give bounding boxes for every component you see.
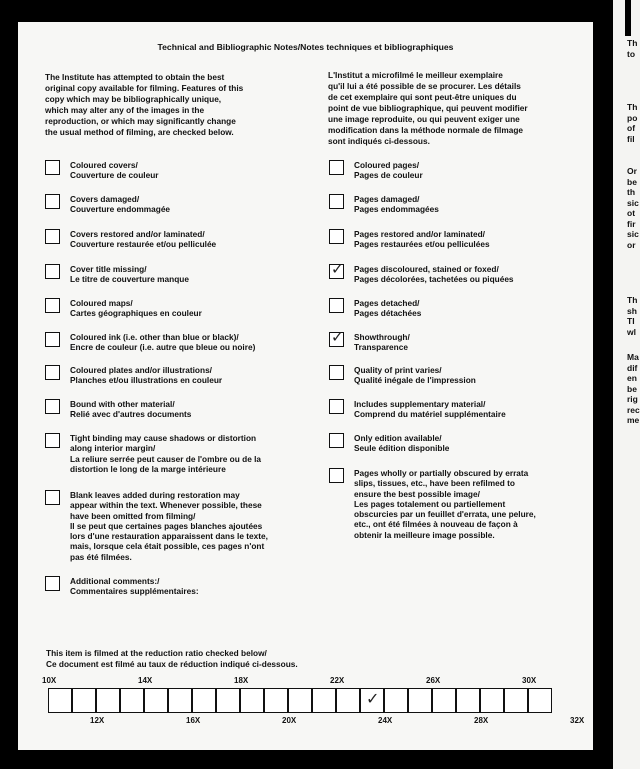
intro-en-line: which may alter any of the images in the <box>45 105 205 115</box>
intro-fr-line: de cet exemplaire qui sont peut-être uniques du <box>328 92 517 102</box>
checklist-label-line: Covers restored and/or laminated/ <box>70 229 205 239</box>
side-fragment-line: Ma <box>627 352 639 362</box>
side-fragment-line: po <box>627 112 638 123</box>
checklist-label-line: Cover title missing/ <box>70 264 147 274</box>
ratio-cell[interactable] <box>240 688 264 713</box>
checklist-label-line: Pages damaged/ <box>354 194 420 204</box>
side-fragment-line: TI <box>627 316 635 326</box>
ratio-cell[interactable] <box>360 688 384 713</box>
side-fragment <box>627 38 640 59</box>
ratio-label: 20X <box>282 716 297 725</box>
ratio-cell[interactable] <box>168 688 192 713</box>
intro-english <box>45 72 243 138</box>
ratio-cell[interactable] <box>144 688 168 713</box>
side-fragment-line: sh <box>627 305 637 316</box>
checklist-label-line: along interior margin/ <box>70 443 156 454</box>
checklist-label-line: Relié avec d'autres documents <box>70 409 192 420</box>
side-fragment-line: me <box>627 415 640 425</box>
intro-fr-line: point de vue bibliographique, qui peuvent modifier <box>328 103 528 113</box>
side-fragment <box>627 295 640 337</box>
adjacent-page-fragment <box>613 0 640 769</box>
checklist-label <box>354 194 439 215</box>
intro-fr-line: sont indiqués ci-dessous. <box>328 136 430 146</box>
checkbox[interactable] <box>45 160 60 175</box>
checkbox[interactable] <box>329 399 344 414</box>
checklist-label-line: lors d'une restauration apparaissent dans le texte, <box>70 531 268 542</box>
side-fragment-line: rig <box>627 394 638 404</box>
checklist-label <box>354 468 536 540</box>
checkbox[interactable] <box>329 329 344 347</box>
ratio-cell[interactable] <box>96 688 120 713</box>
ratio-label: 28X <box>474 716 489 725</box>
intro-fr-line: qu'il lui a été possible de se procurer. Les détails <box>328 81 521 91</box>
intro-fr-line: une image reproduite, ou qui peuvent exiger une <box>328 114 520 124</box>
checklist-label <box>70 399 191 420</box>
intro-en-line: original copy available for filming. Features of this <box>45 83 244 93</box>
side-fragment-line: fil <box>627 133 635 144</box>
checklist-label-line: Additional comments:/ <box>70 576 160 586</box>
checklist-label-line: pas été filmées. <box>70 551 132 562</box>
side-fragment-line: to <box>627 48 636 59</box>
checklist-label-line: Coloured covers/ <box>70 160 138 170</box>
checkbox[interactable] <box>45 298 60 313</box>
checklist-label <box>354 433 449 454</box>
checklist-label-line: Encre de couleur (i.e. autre que bleue ou noire) <box>70 342 256 353</box>
checkbox[interactable] <box>45 399 60 414</box>
checklist-label-line: appear within the text. Whenever possible, these <box>70 500 262 511</box>
checklist-label-line: Coloured ink (i.e. other than blue or black)/ <box>70 332 239 342</box>
side-fragment-line: dif <box>627 362 638 373</box>
document-page <box>18 22 593 750</box>
checklist-label <box>70 365 222 386</box>
ratio-cell[interactable] <box>384 688 408 713</box>
checkbox[interactable] <box>45 576 60 591</box>
side-fragment <box>627 166 640 250</box>
side-fragment-line: Th <box>627 102 638 112</box>
side-fragment-line: th <box>627 187 636 197</box>
checkbox[interactable] <box>329 468 344 483</box>
checklist-label-line: Pages endommagées <box>354 204 439 215</box>
check-mark-icon: ✓ <box>331 261 344 278</box>
intro-en-line: The Institute has attempted to obtain the best <box>45 72 225 82</box>
side-fragment-line: Th <box>627 295 638 305</box>
ratio-cell[interactable] <box>504 688 528 713</box>
ratio-label: 32X <box>570 716 585 725</box>
filmed-line: Ce document est filmé au taux de réduction indiqué ci-dessous. <box>46 658 298 669</box>
ratio-cell[interactable] <box>480 688 504 713</box>
side-fragment-line: rec <box>627 404 640 415</box>
checkbox[interactable] <box>45 332 60 347</box>
checklist-label-line: etc., ont été filmées à nouveau de façon à <box>354 519 518 530</box>
side-fragment-line: fir <box>627 218 636 229</box>
checkbox[interactable] <box>329 365 344 380</box>
checklist-label-line: Covers damaged/ <box>70 194 140 204</box>
checklist-label-line: Transparence <box>354 342 408 353</box>
checklist-label-line: Commentaires supplémentaires: <box>70 586 199 597</box>
ratio-label: 24X <box>378 716 393 725</box>
checklist-label <box>354 160 423 181</box>
checklist-label <box>70 298 202 319</box>
ratio-label: 26X <box>426 676 441 685</box>
checklist-label-line: mais, lorsque cela était possible, ces pages n'ont <box>70 541 265 552</box>
ratio-cell[interactable] <box>192 688 216 713</box>
side-fragment-line: of <box>627 123 636 133</box>
reduction-ratio-scale <box>48 688 552 713</box>
side-fragment-line: ot <box>627 208 636 218</box>
checklist-label-line: Cartes géographiques en couleur <box>70 308 202 319</box>
checklist-label-line: Pages detached/ <box>354 298 420 308</box>
checklist-label-line: Pages restored and/or laminated/ <box>354 229 485 239</box>
checklist-label-line: slips, tissues, etc., have been refilmed to <box>354 478 515 489</box>
checklist-label-line: Quality of print varies/ <box>354 365 442 375</box>
checklist-label <box>70 576 199 597</box>
checkbox[interactable] <box>329 229 344 244</box>
checklist-label-line: Only edition available/ <box>354 433 442 443</box>
ratio-cell[interactable] <box>312 688 336 713</box>
ratio-cell[interactable] <box>216 688 240 713</box>
checklist-label-line: Pages décolorées, tachetées ou piquées <box>354 274 514 285</box>
ratio-cell[interactable] <box>456 688 480 713</box>
ratio-cell[interactable] <box>432 688 456 713</box>
checklist-label-line: Planches et/ou illustrations en couleur <box>70 375 223 386</box>
side-fragment-line: sic <box>627 229 639 239</box>
side-fragment-line: wl <box>627 326 636 337</box>
side-fragment <box>627 102 640 144</box>
ratio-cell[interactable] <box>48 688 72 713</box>
ratio-label: 16X <box>186 716 201 725</box>
ratio-label: 30X <box>522 676 537 685</box>
ratio-cell[interactable] <box>72 688 96 713</box>
checkbox[interactable] <box>45 490 60 505</box>
intro-en-line: reproduction, or which may significantly change <box>45 116 236 126</box>
checkbox[interactable] <box>329 160 344 175</box>
checklist-label-line: Pages discoloured, stained or foxed/ <box>354 264 499 274</box>
page-title: Technical and Bibliographic Notes/Notes techniques et bibliographiques <box>157 42 454 52</box>
checkbox[interactable] <box>45 433 60 448</box>
intro-french <box>328 70 528 147</box>
checklist-label-line: Les pages totalement ou partiellement <box>354 498 506 509</box>
checklist-label-line: Comprend du matériel supplémentaire <box>354 409 506 420</box>
ratio-cell[interactable] <box>288 688 312 713</box>
checklist-label-line: Coloured pages/ <box>354 160 420 170</box>
checklist-label-line: obtenir la meilleure image possible. <box>354 529 495 540</box>
ratio-cell[interactable] <box>408 688 432 713</box>
checklist-label-line: Coloured plates and/or illustrations/ <box>70 365 212 375</box>
side-fragment-line: sic <box>627 197 639 208</box>
checklist-label-line: ensure the best possible image/ <box>354 488 480 499</box>
checklist-label-line: obscurcies par un feuillet d'errata, une pelure, <box>354 509 536 520</box>
checklist-label-line: Bound with other material/ <box>70 399 175 409</box>
intro-fr-line: L'Institut a microfilmé le meilleur exemplaire <box>328 70 503 80</box>
check-mark-icon: ✓ <box>366 691 380 708</box>
ratio-label: 22X <box>330 676 345 685</box>
margin-bar <box>625 0 631 36</box>
checklist-label-line: Le titre de couverture manque <box>70 274 189 285</box>
checklist-label-line: have been omitted from filming/ <box>70 510 196 521</box>
checkbox[interactable] <box>45 229 60 244</box>
intro-en-line: copy which may be bibliographically unique, <box>45 94 222 104</box>
checklist-label <box>354 298 421 319</box>
checkbox[interactable] <box>329 433 344 448</box>
checklist-label <box>70 229 216 250</box>
checklist-label <box>354 399 506 420</box>
ratio-cell[interactable] <box>120 688 144 713</box>
reduction-ratio-note <box>46 648 298 669</box>
ratio-cell[interactable] <box>264 688 288 713</box>
intro-en-line: the usual method of filming, are checked below. <box>45 127 234 137</box>
ratio-label: 18X <box>234 676 249 685</box>
checklist-label-line: La reliure serrée peut causer de l'ombre ou de la <box>70 453 262 464</box>
checklist-label-line: Seule édition disponible <box>354 443 450 454</box>
side-fragment-line: Or <box>627 166 637 176</box>
checklist-label <box>70 194 170 215</box>
checkbox[interactable] <box>329 261 344 279</box>
checklist-label-line: Qualité inégale de l'impression <box>354 375 476 386</box>
side-fragment <box>627 352 640 426</box>
ratio-cell[interactable] <box>336 688 360 713</box>
checklist-label-line: Showthrough/ <box>354 332 410 342</box>
intro-fr-line: modification dans la méthode normale de filmage <box>328 125 524 135</box>
filmed-line: This item is filmed at the reduction ratio checked below/ <box>46 648 267 658</box>
side-fragment-line: or <box>627 239 636 250</box>
checklist-label <box>354 229 490 250</box>
checkbox[interactable] <box>329 298 344 313</box>
checklist-label-line: Pages restaurées et/ou pelliculées <box>354 239 490 250</box>
checkbox[interactable] <box>45 264 60 279</box>
ratio-label: 12X <box>90 716 105 725</box>
ratio-cell[interactable] <box>528 688 552 713</box>
checklist-label-line: distortion le long de la marge intérieure <box>70 463 226 474</box>
checklist-label-line: Pages de couleur <box>354 170 423 181</box>
checklist-label <box>354 332 410 353</box>
checklist-label-line: Coloured maps/ <box>70 298 133 308</box>
check-mark-icon: ✓ <box>331 329 344 346</box>
checklist-label <box>70 264 189 285</box>
checkbox[interactable] <box>45 194 60 209</box>
checklist-label-line: Tight binding may cause shadows or distortion <box>70 433 257 443</box>
checkbox[interactable] <box>329 194 344 209</box>
side-fragment-line: en <box>627 373 637 383</box>
side-fragment-line: Th <box>627 38 638 48</box>
checklist-label-line: Pages wholly or partially obscured by errata <box>354 468 529 478</box>
ratio-label: 14X <box>138 676 153 685</box>
ratio-label: 10X <box>42 676 57 685</box>
checklist-label <box>70 332 255 353</box>
checklist-label-line: Pages détachées <box>354 308 422 319</box>
checkbox[interactable] <box>45 365 60 380</box>
checklist-label-line: Couverture endommagée <box>70 204 171 215</box>
checklist-label <box>354 264 514 285</box>
checklist-label <box>70 490 268 562</box>
checklist-label-line: Includes supplementary material/ <box>354 399 486 409</box>
checklist-label <box>70 433 261 474</box>
checklist-label-line: Il se peut que certaines pages blanches ajoutées <box>70 520 263 531</box>
checklist-label <box>354 365 476 386</box>
side-fragment-line: be <box>627 176 637 187</box>
side-fragment-line: be <box>627 383 637 394</box>
checklist-label-line: Couverture de couleur <box>70 170 159 181</box>
checklist-label-line: Couverture restaurée et/ou pelliculée <box>70 239 217 250</box>
checklist-label <box>70 160 159 181</box>
checklist-label-line: Blank leaves added during restoration may <box>70 490 240 500</box>
